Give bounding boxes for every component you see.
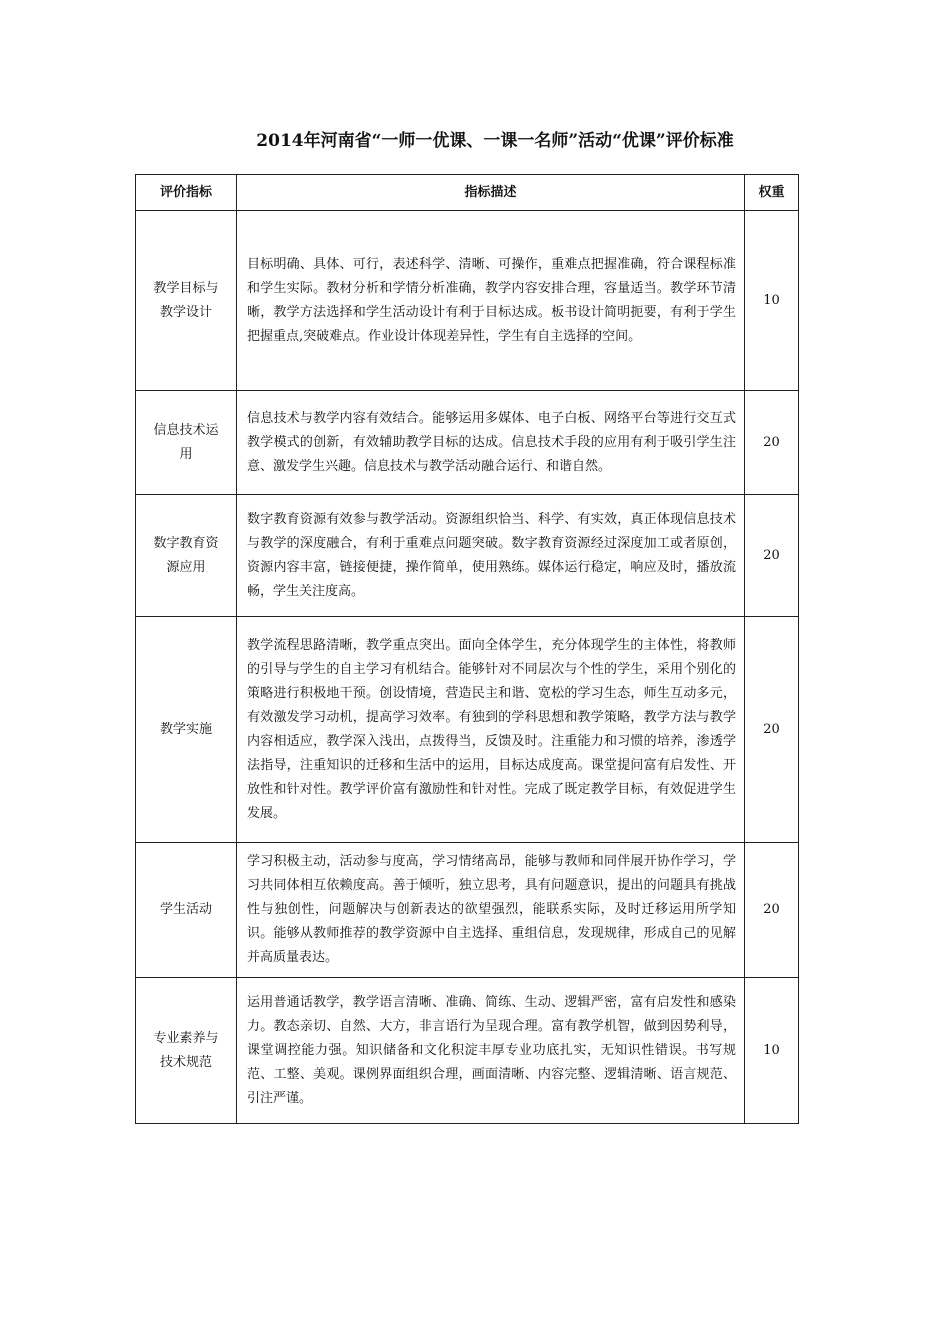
- header-description: 指标描述: [237, 175, 745, 211]
- table-row: [136, 843, 799, 978]
- indicator-cell: 教学目标与教学设计: [136, 211, 237, 391]
- table-header-row: [136, 175, 799, 211]
- description-cell: 学习积极主动，活动参与度高，学习情绪高昂，能够与教师和同伴展开协作学习，学习共同体相互依赖度高。善于倾听，独立思考，具有问题意识，提出的问题具有挑战性与独创性，问题解决与创新表达的欲望强烈，能联系实际，及时迁移运用所学知识。能够从教师推荐的教学资源中自主选择、重组信息，发现规律，形成自己的见解并高质量表达。: [237, 843, 745, 978]
- header-weight: 权重: [745, 175, 799, 211]
- description-cell: 数字教育资源有效参与教学活动。资源组织恰当、科学、有实效，真正体现信息技术与教学的深度融合，有利于重难点问题突破。数字教育资源经过深度加工或者原创，资源内容丰富，链接便捷，操作简单，使用熟练。媒体运行稳定，响应及时，播放流畅，学生关注度高。: [237, 495, 745, 617]
- weight-cell: 10: [745, 211, 799, 391]
- indicator-cell: 数字教育资源应用: [136, 495, 237, 617]
- indicator-cell: 学生活动: [136, 843, 237, 978]
- document-title: 2014年河南省“一师一优课、一课一名师”活动“优课”评价标准: [256, 131, 734, 151]
- table-row: [136, 495, 799, 617]
- weight-cell: 20: [745, 843, 799, 978]
- description-cell: 运用普通话教学，教学语言清晰、准确、简练、生动、逻辑严密，富有启发性和感染力。教态亲切、自然、大方，非言语行为呈现合理。富有教学机智，做到因势利导，课堂调控能力强。知识储备和文化积淀丰厚专业功底扎实，无知识性错误。书写规范、工整、美观。课例界面组织合理，画面清晰、内容完整、逻辑清晰、语言规范、引注严谨。: [237, 978, 745, 1124]
- evaluation-criteria-table: [135, 174, 799, 1124]
- indicator-cell: 教学实施: [136, 617, 237, 843]
- table-row: [136, 617, 799, 843]
- table-row: [136, 211, 799, 391]
- indicator-cell: 信息技术运用: [136, 391, 237, 495]
- weight-cell: 20: [745, 391, 799, 495]
- header-indicator: 评价指标: [136, 175, 237, 211]
- weight-cell: 20: [745, 617, 799, 843]
- description-cell: 目标明确、具体、可行，表述科学、清晰、可操作，重难点把握准确，符合课程标准和学生实际。教材分析和学情分析准确，教学内容安排合理，容量适当。教学环节清晰，教学方法选择和学生活动设计有利于目标达成。板书设计简明扼要，有利于学生把握重点,突破难点。作业设计体现差异性，学生有自主选择的空间。: [237, 211, 745, 391]
- table-row: [136, 391, 799, 495]
- description-cell: 教学流程思路清晰，教学重点突出。面向全体学生，充分体现学生的主体性，将教师的引导与学生的自主学习有机结合。能够针对不同层次与个性的学生，采用个别化的策略进行积极地干预。创设情境，营造民主和谐、宽松的学习生态，师生互动多元，有效激发学习动机，提高学习效率。有独到的学科思想和教学策略，教学方法与教学内容相适应，教学深入浅出，点拨得当，反馈及时。注重能力和习惯的培养，渗透学法指导，注重知识的迁移和生活中的运用，目标达成度高。课堂提问富有启发性、开放性和针对性。教学评价富有激励性和针对性。完成了既定教学目标，有效促进学生发展。: [237, 617, 745, 843]
- weight-cell: 10: [745, 978, 799, 1124]
- indicator-cell: 专业素养与技术规范: [136, 978, 237, 1124]
- description-cell: 信息技术与教学内容有效结合。能够运用多媒体、电子白板、网络平台等进行交互式教学模式的创新，有效辅助教学目标的达成。信息技术手段的应用有利于吸引学生注意、激发学生兴趣。信息技术与教学活动融合运行、和谐自然。: [237, 391, 745, 495]
- table-row: [136, 978, 799, 1124]
- weight-cell: 20: [745, 495, 799, 617]
